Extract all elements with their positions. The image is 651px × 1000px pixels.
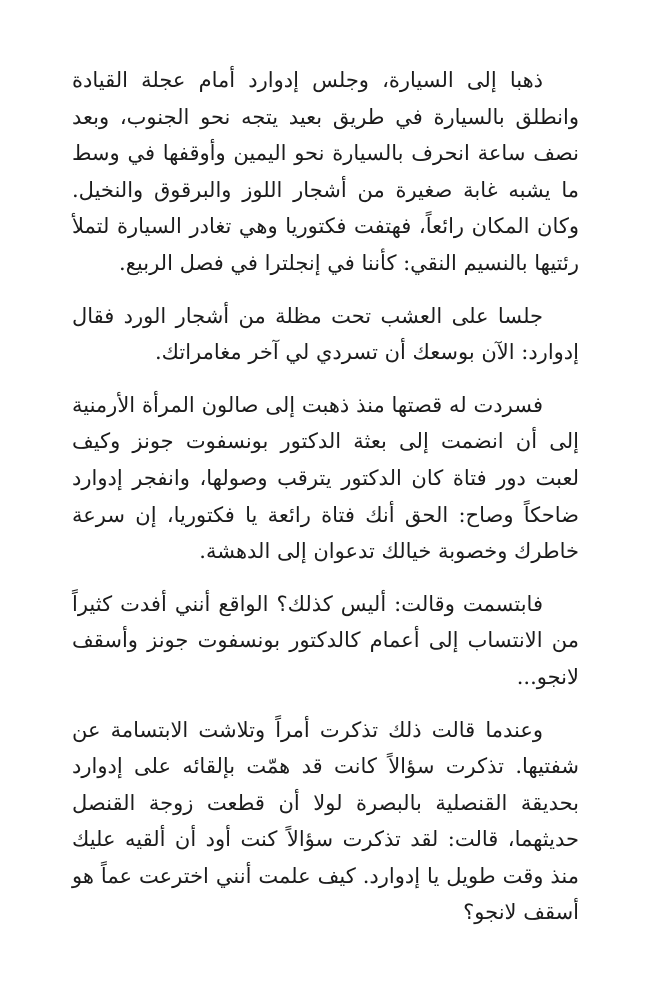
paragraph-3: فسردت له قصتها منذ ذهبت إلى صالون المرأة الأرمنية إلى أن انضمت إلى بعثة الدكتور بونسفوت جونز وكيف لعبت دور فتاة كان الدكتور يترقب وصولها، وانفجر إدوارد ضاحكاً وصاح: الحق أنك فتاة رائعة يا فكتوريا، إن سرعة خاطرك وخصوبة خيالك تدعوان إلى الدهشة. xyxy=(72,392,579,564)
paragraph-4: فابتسمت وقالت: أليس كذلك؟ الواقع أنني أفدت كثيراً من الانتساب إلى أعمام كالدكتور بونسفوت جونز وأسقف لانجو... xyxy=(72,591,579,689)
paragraph-1: ذهبا إلى السيارة، وجلس إدوارد أمام عجلة القيادة وانطلق بالسيارة في طريق بعيد يتجه نحو الجنوب، وبعد نصف ساعة انحرف بالسيارة نحو اليمين وأوقفها في وسط ما يشبه غابة صغيرة من أشجار اللوز والبرقوق والنخيل. وكان المكان رائعاً، فهتفت فكتوريا وهي تغادر السيارة لتملأ رئتيها بالنسيم النقي: كأننا في إنجلترا في فصل الربيع. xyxy=(72,68,579,275)
paragraph-2: جلسا على العشب تحت مظلة من أشجار الورد فقال إدوارد: الآن بوسعك أن تسردي لي آخر مغامراتك. xyxy=(72,303,579,365)
paragraph-5: وعندما قالت ذلك تذكرت أمراً وتلاشت الابتسامة عن شفتيها. تذكرت سؤالاً كانت قد همّت بإلقائه على إدوارد بحديقة القنصلية بالبصرة لولا أن قطعت زوجة القنصل حديثهما، قالت: لقد تذكرت سؤالاً كنت أود أن ألقيه عليك منذ وقت طويل يا إدوارد. كيف علمت أنني اخترعت عماً هو أسقف لانجو؟ xyxy=(72,717,579,925)
